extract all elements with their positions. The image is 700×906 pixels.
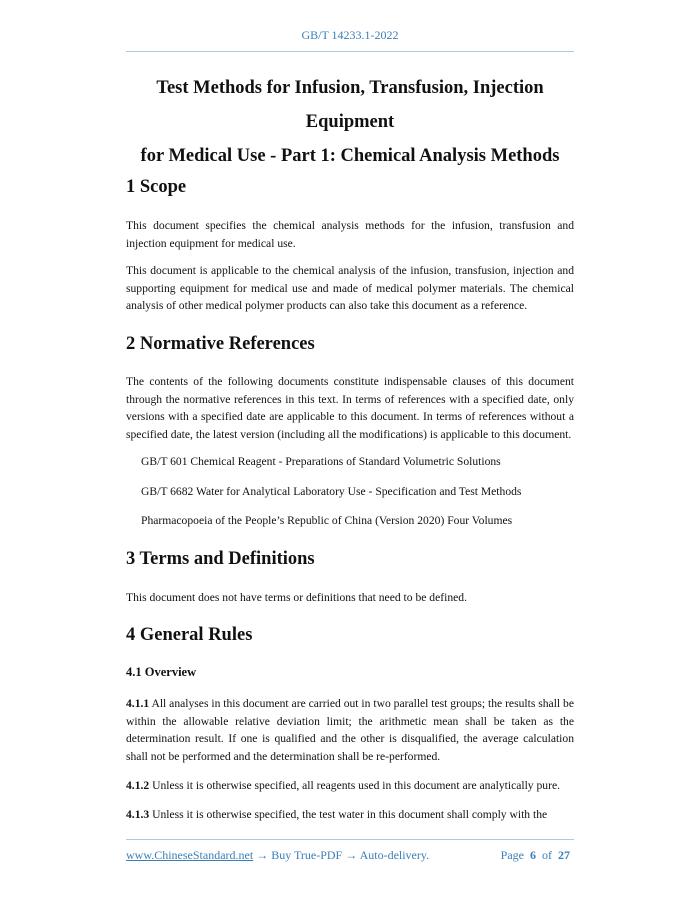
- promo-text: → Buy True-PDF → Auto-delivery.: [253, 848, 430, 862]
- header-divider: [126, 51, 574, 52]
- page-total: 27: [558, 848, 570, 862]
- clause-text: Unless it is otherwise specified, all reagents used in this document are analytically pure.: [149, 779, 561, 792]
- page-number: 6: [530, 848, 536, 862]
- paragraph: The contents of the following documents constitute indispensable clauses of this document through the normative references in this text. In terms of references with a specified date, only versions with a specified date are applicable to this document. In terms of references without a specified date, the latest version (including all the modifications) is applicable to this document.: [126, 375, 574, 441]
- footer: [126, 848, 574, 863]
- clause-number: 4.1.2: [126, 779, 150, 792]
- clause: [126, 695, 574, 765]
- clause: [126, 777, 574, 795]
- section-heading-normative: 2 Normative References: [126, 334, 315, 354]
- reference-item: GB/T 601 Chemical Reagent - Preparations of Standard Volumetric Solutions: [141, 455, 501, 468]
- section-heading-general: 4 General Rules: [126, 625, 253, 645]
- title-line: for Medical Use - Part 1: Chemical Analysis Methods: [140, 146, 560, 166]
- clause-number: 4.1.3: [126, 808, 150, 821]
- clause-text: All analyses in this document are carried out in two parallel test groups; the results shall be within the allowable relative deviation limit; the arithmetic mean shall be taken as the determination result. If one is qualified and the other is disqualified, the average calculation shall not be performed and the determination shall be re-performed.: [126, 697, 574, 763]
- footer-promo: [126, 848, 429, 863]
- clause-text: Unless it is otherwise specified, the test water in this document shall comply with the: [149, 808, 548, 821]
- section-heading-terms: 3 Terms and Definitions: [126, 549, 315, 569]
- clause: [126, 806, 574, 824]
- page-label: Page: [500, 848, 524, 862]
- paragraph: This document does not have terms or definitions that need to be defined.: [126, 591, 467, 604]
- reference-item: Pharmacopoeia of the People’s Republic of China (Version 2020) Four Volumes: [141, 514, 513, 527]
- header-doc-id: GB/T 14233.1-2022: [301, 28, 399, 42]
- website-link[interactable]: www.ChineseStandard.net: [126, 848, 254, 862]
- page-indicator: [501, 848, 574, 863]
- clause-number: 4.1.1: [126, 697, 150, 710]
- subsection-heading: 4.1 Overview: [126, 665, 197, 679]
- document-title: [126, 71, 574, 173]
- section-heading-scope: 1 Scope: [126, 177, 187, 197]
- paragraph: This document specifies the chemical analysis methods for the infusion, transfusion and injection equipment for medical use.: [126, 219, 574, 250]
- paragraph: This document is applicable to the chemical analysis of the infusion, transfusion, injection and supporting equipment for medical use and made of medical polymer materials. The chemical analysis of other medical polymer products can also take this document as a reference.: [126, 264, 574, 312]
- footer-divider: [126, 839, 574, 840]
- reference-item: GB/T 6682 Water for Analytical Laboratory Use - Specification and Test Methods: [141, 485, 522, 498]
- of-label: of: [542, 848, 552, 862]
- title-line: Test Methods for Infusion, Transfusion, Injection Equipment: [156, 78, 544, 132]
